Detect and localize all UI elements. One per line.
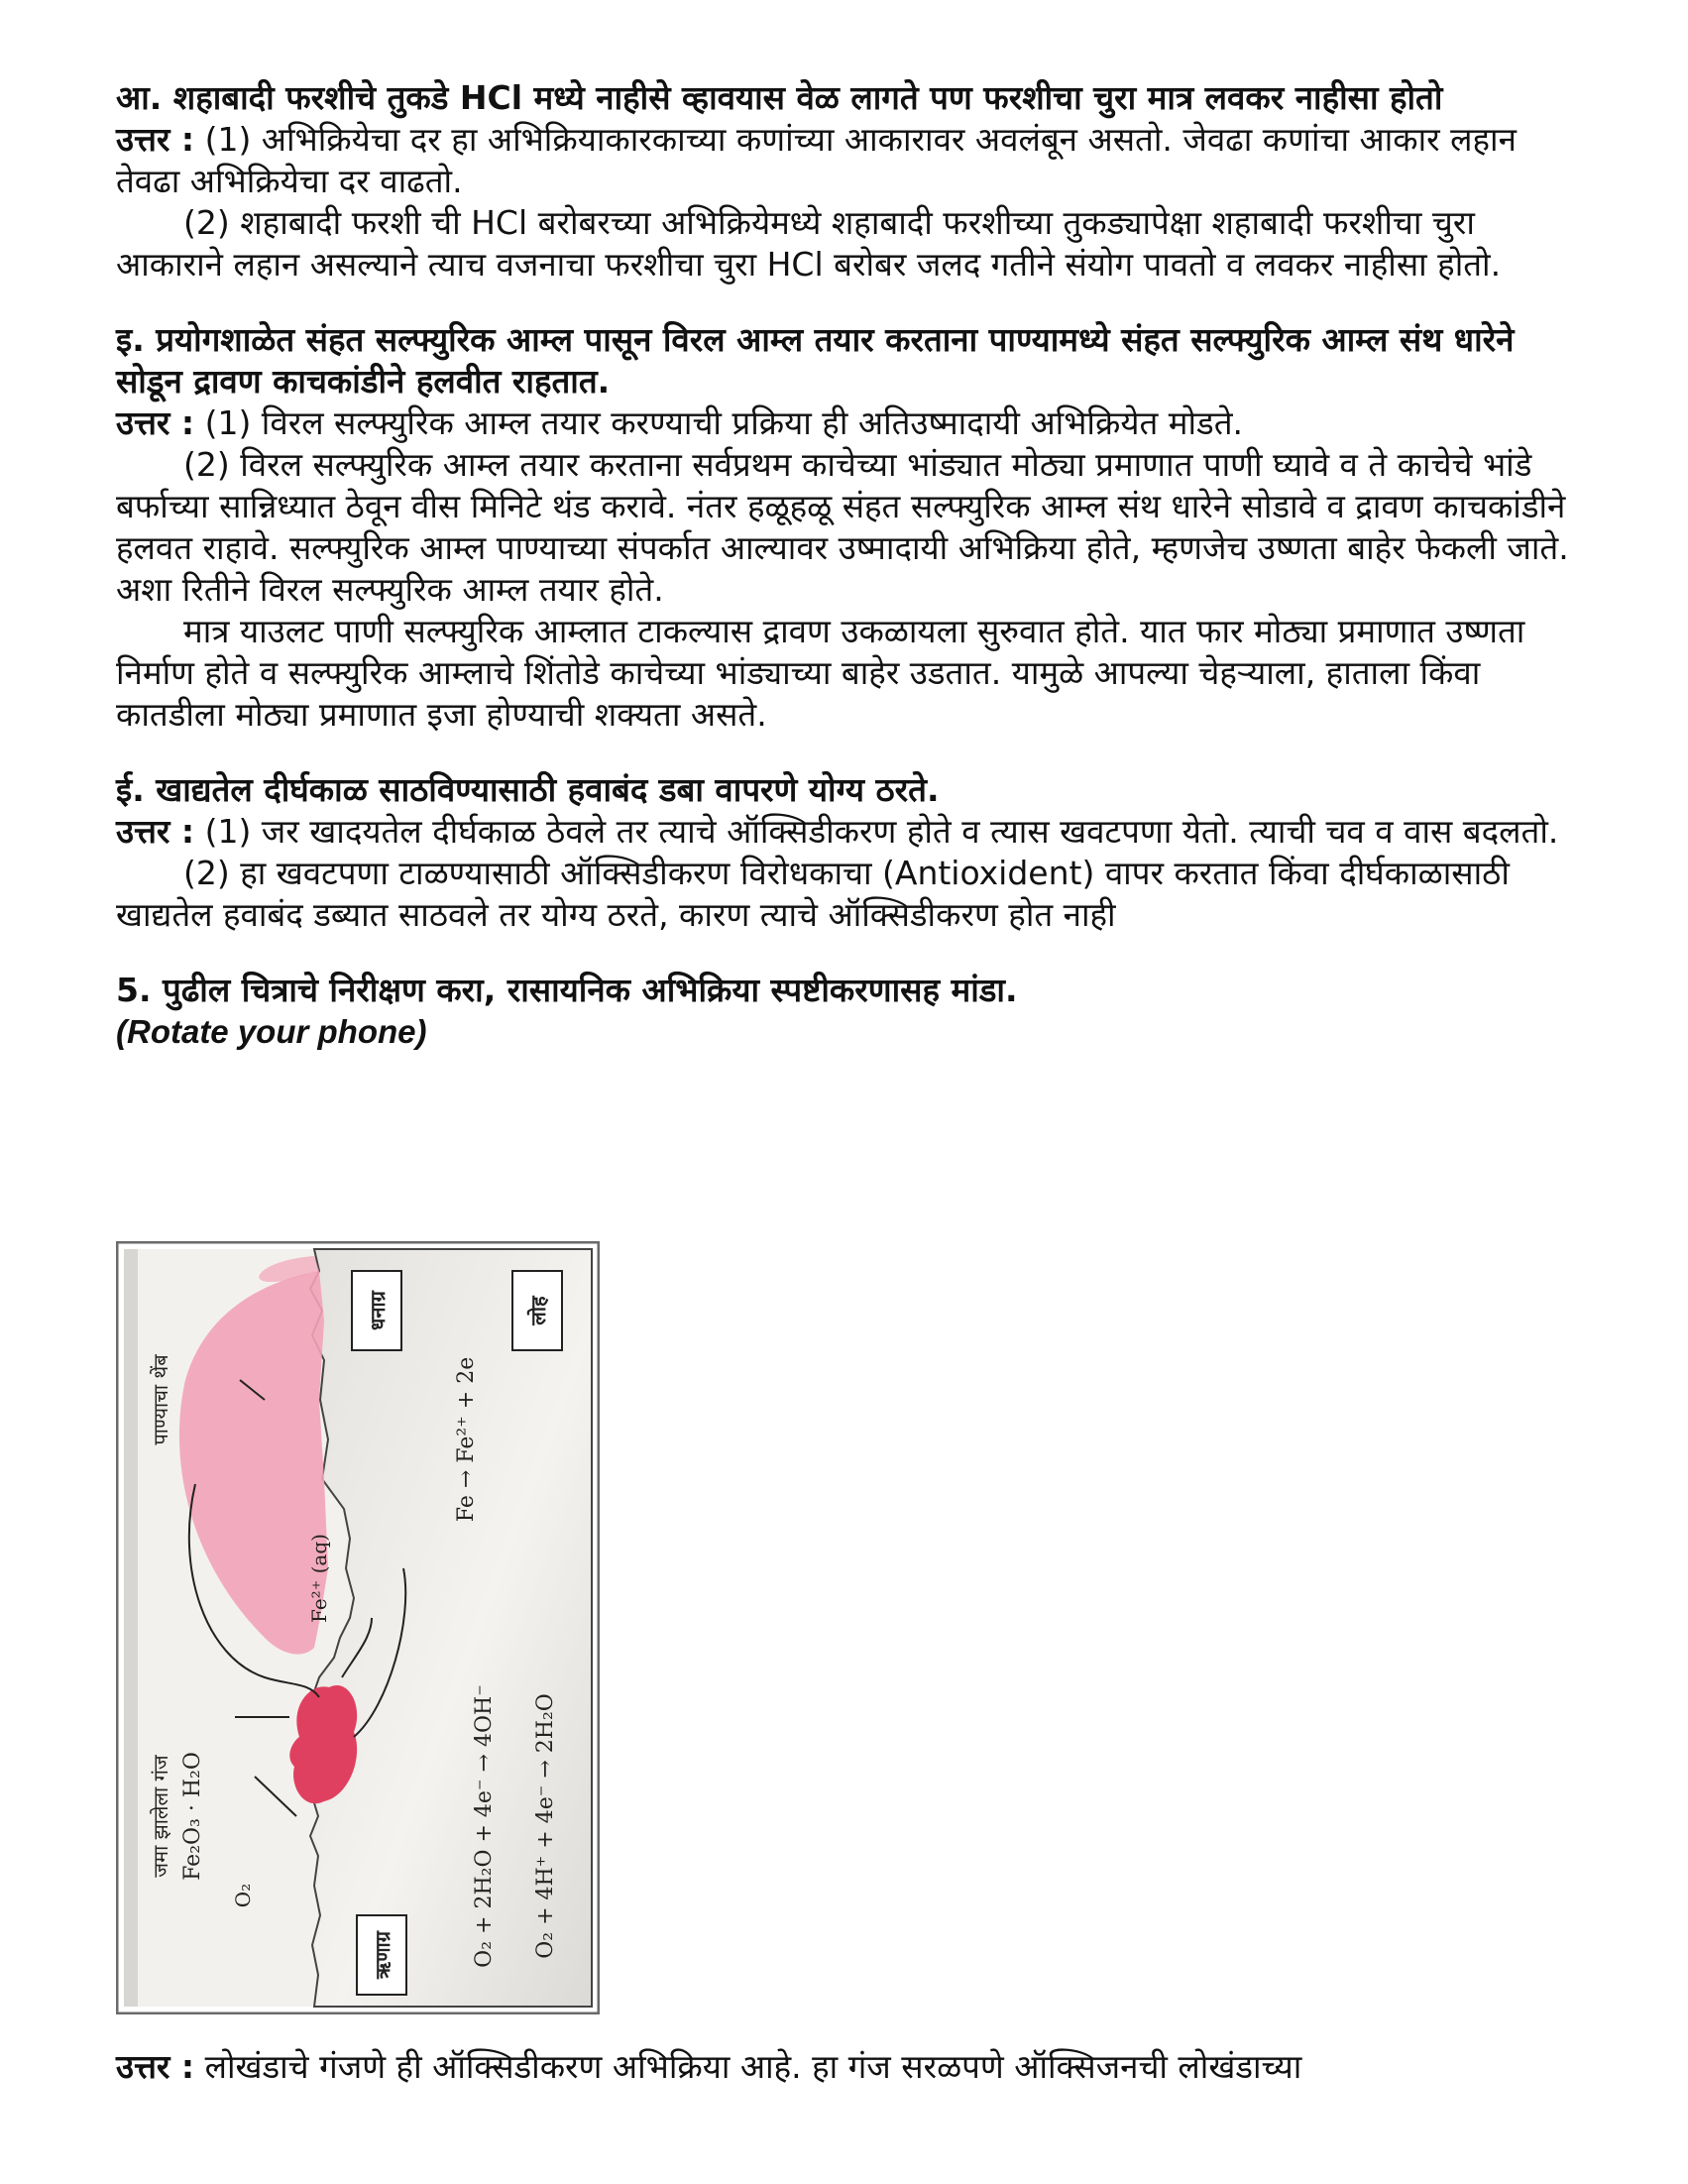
anode-label: धनाग्र — [366, 1291, 390, 1330]
answer-label: उत्तर : — [116, 403, 195, 442]
reaction-cathode-2: O₂ + 4H⁺ + 4e⁻ → 2H₂O — [533, 1693, 558, 1959]
section-i — [116, 319, 1583, 736]
rust-label: जमा झालेला गंज — [149, 1755, 172, 1878]
cathode-label: ऋणाग्र — [371, 1931, 394, 1979]
answer-label: उत्तर : — [116, 120, 195, 159]
question-heading: ई. खाद्यतेल दीर्घकाळ साठविण्यासाठी हवाबंद डबा वापरणे योग्य ठरते. — [116, 770, 940, 809]
question-heading: इ. प्रयोगशाळेत संहत सल्फ्युरिक आम्ल पासून विरल आम्ल तयार करताना पाण्यामध्ये संहत सल्फ्युरिक आम्ल संथ धारेने सोडून द्रावण काचकांडीने हलवीत राहतात. — [116, 320, 1515, 401]
answer-paragraph — [116, 402, 1583, 444]
answer-paragraph: (2) हा खवटपणा टाळण्यासाठी ऑक्सिडीकरण विरोधकाचा (Antioxident) वापर करतात किंवा दीर्घकाळासाठी खाद्यतेल हवाबंद डब्यात साठवले तर योग्य ठरते, कारण त्याचे ऑक्सिडीकरण होत नाही — [116, 854, 1510, 934]
rusting-diagram — [116, 1241, 600, 2014]
answer-label: उत्तर : — [116, 2047, 195, 2086]
oxygen-label: O₂ — [231, 1883, 255, 1908]
answer-paragraph — [116, 119, 1583, 202]
answer-text: लोखंडाचे गंजणे ही ऑक्सिडीकरण अभिक्रिया आहे. हा गंज सरळपणे ऑक्सिजनची लोखंडाच्या — [194, 2047, 1302, 2086]
answer-text: (1) अभिक्रियेचा दर हा अभिक्रियाकारकाच्या कणांच्या आकारावर अवलंबून असतो. जेवढा कणांचा आकार लहान तेवढा अभिक्रियेचा दर वाढतो. — [116, 120, 1517, 200]
answer-paragraph — [116, 2046, 1583, 2088]
answer-label: उत्तर : — [116, 812, 195, 851]
rotate-note: (Rotate your phone) — [116, 1013, 427, 1050]
water-drop-label: पाण्याचा थेंब — [149, 1354, 172, 1445]
reaction-cathode-1: O₂ + 2H₂O + 4e⁻ → 4OH⁻ — [472, 1684, 497, 1968]
fe-ion-label: Fe²⁺ (aq) — [307, 1534, 331, 1623]
answer-paragraph: (2) विरल सल्फ्युरिक आम्ल तयार करताना सर्वप्रथम काचेच्या भांड्यात मोठ्या प्रमाणात पाणी घ्यावे व ते काचेचे भांडे बर्फाच्या सान्निध्यात ठेवून वीस मिनिटे थंड करावे. नंतर हळूहळू संहत सल्फ्युरिक आम्ल संथ धारेने सोडावे व द्रावण काचकांडीने हलवत राहावे. सल्फ्युरिक आम्ल पाण्याच्या संपर्कात आल्यावर उष्मादायी अभिक्रिया होते, म्हणजेच उष्णता बाहेर फेकली जाते. अशा रितीने विरल सल्फ्युरिक आम्ल तयार होते. — [116, 445, 1569, 609]
section-ii — [116, 769, 1583, 936]
document-body — [116, 77, 1583, 1053]
answer-paragraph — [116, 811, 1583, 853]
answer-5 — [116, 2046, 1583, 2088]
answer-text: (1) विरल सल्फ्युरिक आम्ल तयार करण्याची प्रक्रिया ही अतिउष्मादायी अभिक्रियेत मोडते. — [194, 403, 1243, 442]
answer-paragraph: मात्र याउलट पाणी सल्फ्युरिक आम्लात टाकल्यास द्रावण उकळायला सुरुवात होते. यात फार मोठ्या प्रमाणात उष्णता निर्माण होते व सल्फ्युरिक आम्लाचे शिंतोडे काचेच्या भांड्याच्या बाहेर उडतात. यामुळे आपल्या चेहऱ्याला, हाताला किंवा कातडीला मोठ्या प्रमाणात इजा होण्याची शक्यता असते. — [116, 612, 1525, 734]
rust-formula-label: Fe₂O₃ · H₂O — [180, 1752, 205, 1881]
iron-label: लोह — [526, 1296, 550, 1325]
question-heading: आ. शहाबादी फरशीचे तुकडे HCl मध्ये नाहीसे व्हावयास वेळ लागते पण फरशीचा चुरा मात्र लवकर नाहीसा होतो — [116, 78, 1443, 117]
answer-paragraph: (2) शहाबादी फरशी ची HCl बरोबरच्या अभिक्रियेमध्ये शहाबादी फरशीच्या तुकड्यापेक्षा शहाबादी फरशीचा चुरा आकाराने लहान असल्याने त्याच वजनाचा फरशीचा चुरा HCl बरोबर जलद गतीने संयोग पावतो व लवकर नाहीसा होतो. — [116, 203, 1502, 284]
reaction-anode: Fe → Fe²⁺ + 2e — [454, 1356, 479, 1523]
section-a — [116, 77, 1583, 286]
answer-text: (1) जर खादयतेल दीर्घकाळ ठेवले तर त्याचे ऑक्सिडीकरण होते व त्यास खवटपणा येतो. त्याची चव व वास बदलतो. — [194, 812, 1559, 851]
question-5-heading: 5. पुढील चित्राचे निरीक्षण करा, रासायनिक अभिक्रिया स्पष्टीकरणासह मांडा. — [116, 971, 1018, 1009]
